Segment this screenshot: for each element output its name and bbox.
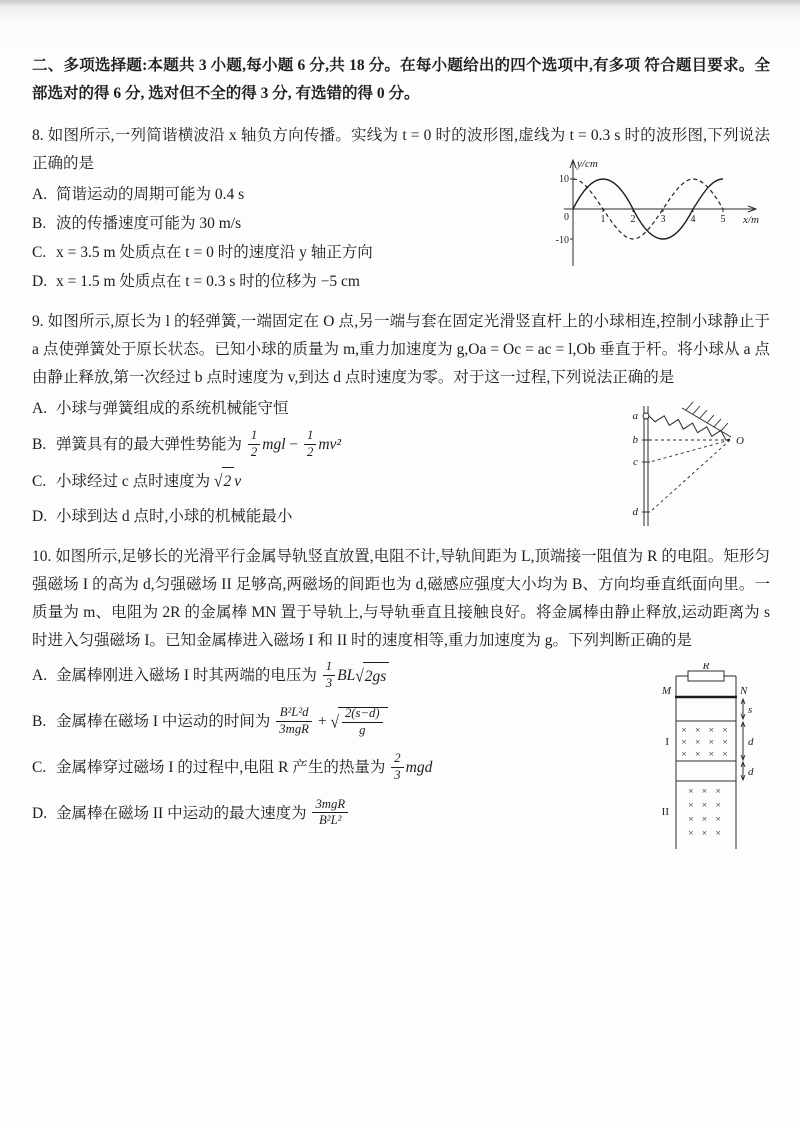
option-label: B.	[32, 215, 47, 232]
point-a-label: a	[632, 410, 638, 422]
q9-option-d	[32, 503, 595, 531]
option-text: 金属棒在磁场 I 中运动的时间为 $\frac{\text{B²L²d}}{\text{3mgR}}$ + √ $\frac{2(s-d)}{g}$	[56, 713, 388, 730]
option-text: 小球与弹簧组成的系统机械能守恒	[56, 400, 289, 417]
rod-m-label: M	[661, 685, 671, 698]
option-label: C.	[32, 244, 47, 261]
question-9	[32, 308, 770, 531]
origin-label: 0	[564, 212, 569, 223]
svg-text:× × × ×: × × × ×	[681, 750, 731, 761]
question-8	[32, 122, 770, 296]
option-text: 弹簧具有的最大弹性势能为 $\frac{1}{2}$ mgl − $\frac{1}{2}$ mv²	[56, 428, 342, 459]
x-tick-5: 5	[720, 214, 726, 225]
q9-option-c	[32, 467, 595, 496]
option-label: C.	[32, 759, 47, 777]
q10-options	[32, 661, 630, 829]
option-text: 简谐运动的周期可能为 0.4 s	[56, 186, 245, 203]
option-label: A.	[32, 400, 48, 417]
q8-option-a	[32, 181, 520, 209]
option-text: 金属棒刚进入磁场 I 时其两端的电压为 $\frac{1}{3}$ BL√2gs	[56, 667, 389, 684]
point-d-label: d	[632, 506, 638, 518]
field-crosses: × × × ×	[681, 726, 731, 737]
q8-wave-figure	[548, 154, 766, 281]
wave-graph	[548, 154, 766, 276]
option-label: B.	[32, 435, 47, 453]
q10-option-a	[32, 661, 630, 691]
option-label: D.	[32, 804, 48, 822]
q8-option-d	[32, 268, 520, 296]
q9-stem: 9. 如图所示,原长为 l 的轻弹簧,一端固定在 O 点,另一端与套在固定光滑竖直杆上的小球相连,控制小球静止于 a 点使弹簧处于原长状态。已知小球的质量为 m,重力加速度为 g,Oa = Oc = ac = l,Ob 垂直于杆。将小球从 a 点由静止释放,第一次经过 b 点时速度为 v,到达 d 点时速度为零。对于这一过程,下列说法正确的是	[32, 313, 770, 386]
q9-options	[32, 395, 595, 531]
point-b-label: b	[632, 434, 638, 446]
point-c-label: c	[633, 456, 638, 468]
q10-stem: 10. 如图所示,足够长的光滑平行金属导轨竖直放置,电阻不计,导轨间距为 L,顶端接一阻值为 R 的电阻。矩形匀强磁场 I 的高为 d,匀强磁场 II 足够高,两磁场的间距也为 d,磁感应强度大小均为 B、方向均垂直纸面向里。一质量为 m、电阻为 2R 的金属棒 MN 置于导轨上,与导轨垂直且接触良好。将金属棒由静止释放,运动距离为 s 时进入匀强磁场 I。已知金属棒进入磁场 I 和 II 时的速度相等,重力加速度为 g。下列判断正确的是	[32, 548, 770, 650]
y-tick-neg10: -10	[555, 235, 569, 246]
region2-label: II	[661, 806, 669, 819]
d1-label: d	[748, 736, 754, 749]
q9-option-b	[32, 430, 595, 460]
spring-rod-diagram	[630, 396, 750, 532]
rail-circuit-diagram	[656, 663, 756, 855]
region1-label: I	[665, 736, 669, 749]
distance-s-label: s	[748, 704, 753, 717]
option-text: 金属棒在磁场 II 中运动的最大速度为 $\frac{\text{3mgR}}{\text{B²L²}}$	[56, 805, 350, 822]
option-label: A.	[32, 667, 48, 685]
option-text: 波的传播速度可能为 30 m/s	[56, 215, 242, 232]
resistor-label: R	[702, 663, 710, 673]
option-label: B.	[32, 713, 47, 731]
x-tick-2: 2	[630, 214, 636, 225]
q10-option-b	[32, 707, 630, 738]
option-text: 金属棒穿过磁场 I 的过程中,电阻 R 产生的热量为 $\frac{2}{3}$ mgd	[56, 751, 433, 783]
rod-n-label: N	[740, 685, 748, 698]
field-crosses: × × ×	[688, 787, 724, 798]
y-axis-unit-label: y/cm	[577, 158, 598, 170]
resistor-box	[688, 671, 724, 681]
spring-coil	[649, 416, 730, 440]
option-text: x = 1.5 m 处质点在 t = 0.3 s 时的位移为 −5 cm	[56, 273, 360, 290]
svg-text:× × ×: × × ×	[688, 815, 724, 826]
x-tick-4: 4	[690, 214, 696, 225]
dashed-lines	[650, 440, 730, 512]
ball	[643, 413, 649, 419]
wall-line	[682, 408, 731, 437]
svg-text:× × ×: × × ×	[688, 829, 724, 840]
q8-option-c	[32, 239, 520, 267]
q9-spring-rod-figure	[630, 396, 750, 537]
d2-label: d	[748, 766, 754, 779]
section-header: 二、多项选择题:本题共 3 小题,每小题 6 分,共 18 分。在每小题给出的四个选项中,有多项 符合题目要求。全部选对的得 6 分, 选对但不全的得 3 分, 有选错的得 0 分。	[32, 57, 770, 102]
q10-option-c	[32, 753, 630, 783]
q8-option-b	[32, 210, 520, 238]
option-label: A.	[32, 186, 48, 203]
option-text: 小球到达 d 点时,小球的机械能最小	[56, 508, 293, 526]
svg-text:× × × ×: × × × ×	[681, 738, 731, 749]
pivot-o-label: O	[736, 435, 744, 447]
question-10	[32, 543, 770, 840]
q10-option-d	[32, 796, 630, 829]
option-label: C.	[32, 472, 47, 490]
q10-rail-circuit-figure	[656, 663, 756, 860]
x-tick-1: 1	[600, 214, 606, 225]
q8-stem: 8. 如图所示,一列简谐横波沿 x 轴负方向传播。实线为 t = 0 时的波形图,虚线为 t = 0.3 s 时的波形图,下列说法正确的是	[32, 127, 770, 172]
q9-option-a	[32, 395, 595, 423]
svg-text:× × ×: × × ×	[688, 801, 724, 812]
option-label: D.	[32, 273, 48, 290]
option-text: x = 3.5 m 处质点在 t = 0 时的速度沿 y 轴正方向	[56, 244, 373, 261]
x-axis-unit-label: x/m	[743, 214, 759, 226]
option-text: 小球经过 c 点时速度为 √2 v	[56, 473, 241, 490]
q8-options	[32, 181, 520, 296]
option-label: D.	[32, 508, 48, 526]
y-tick-10: 10	[559, 174, 569, 185]
x-tick-3: 3	[660, 214, 666, 225]
